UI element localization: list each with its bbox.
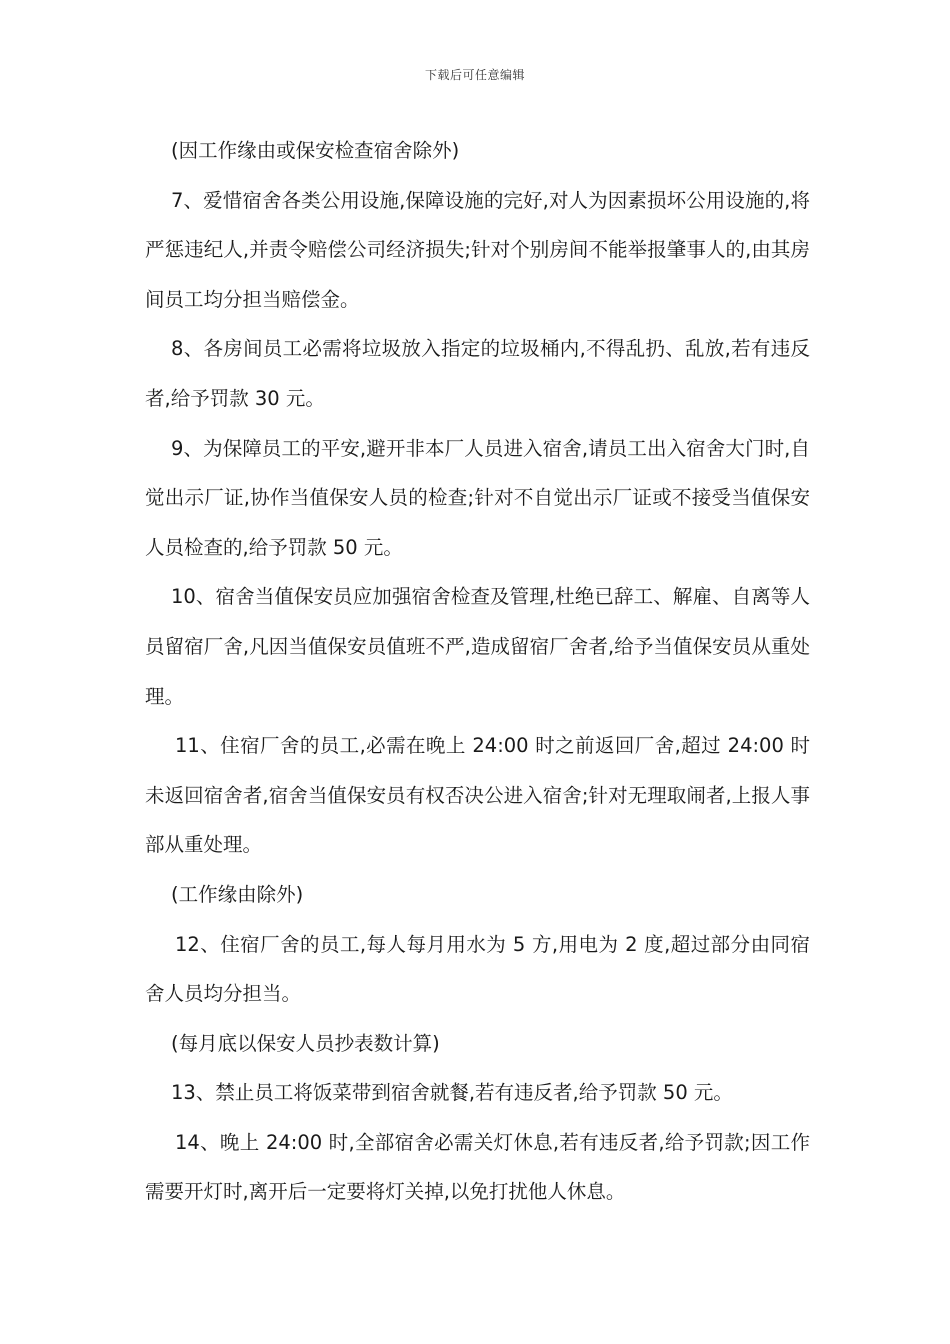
paragraph: 11、住宿厂舍的员工,必需在晚上 24:00 时之前返回厂舍,超过 24:00 时未返回宿舍者,宿舍当值保安员有权否决公进入宿舍;针对无理取闹者,上报人事部从重处理。	[145, 734, 810, 857]
paragraph: 9、为保障员工的平安,避开非本厂人员进入宿舍,请员工出入宿舍大门时,自觉出示厂证,协作当值保安人员的检查;针对不自觉出示厂证或不接受当值保安人员检查的,给予罚款 50 元。	[145, 436, 810, 559]
paragraph: (因工作缘由或保安检查宿舍除外)	[171, 139, 460, 162]
page-header: 下载后可任意编辑	[424, 68, 525, 82]
paragraph: 7、爱惜宿舍各类公用设施,保障设施的完好,对人为因素损坏公用设施的,将严惩违纪人,并责令赔偿公司经济损失;针对个别房间不能举报肇事人的,由其房间员工均分担当赔偿金。	[145, 188, 810, 311]
paragraph: 12、住宿厂舍的员工,每人每月用水为 5 方,用电为 2 度,超过部分由同宿舍人员均分担当。	[145, 932, 810, 1006]
paragraph: 14、晚上 24:00 时,全部宿舍必需关灯休息,若有违反者,给予罚款;因工作需要开灯时,离开后一定要将灯关掉,以免打扰他人休息。	[145, 1130, 810, 1204]
paragraph: 8、各房间员工必需将垃圾放入指定的垃圾桶内,不得乱扔、乱放,若有违反者,给予罚款 30 元。	[145, 337, 810, 410]
paragraph: (工作缘由除外)	[171, 882, 304, 906]
paragraph: (每月底以保安人员抄表数计算)	[171, 1031, 440, 1055]
document-body	[145, 126, 810, 1217]
paragraph: 13、禁止员工将饭菜带到宿舍就餐,若有违反者,给予罚款 50 元。	[171, 1081, 733, 1105]
paragraph: 10、宿舍当值保安员应加强宿舍检查及管理,杜绝已辞工、解雇、自离等人员留宿厂舍,凡因当值保安员值班不严,造成留宿厂舍者,给予当值保安员从重处理。	[145, 585, 810, 708]
